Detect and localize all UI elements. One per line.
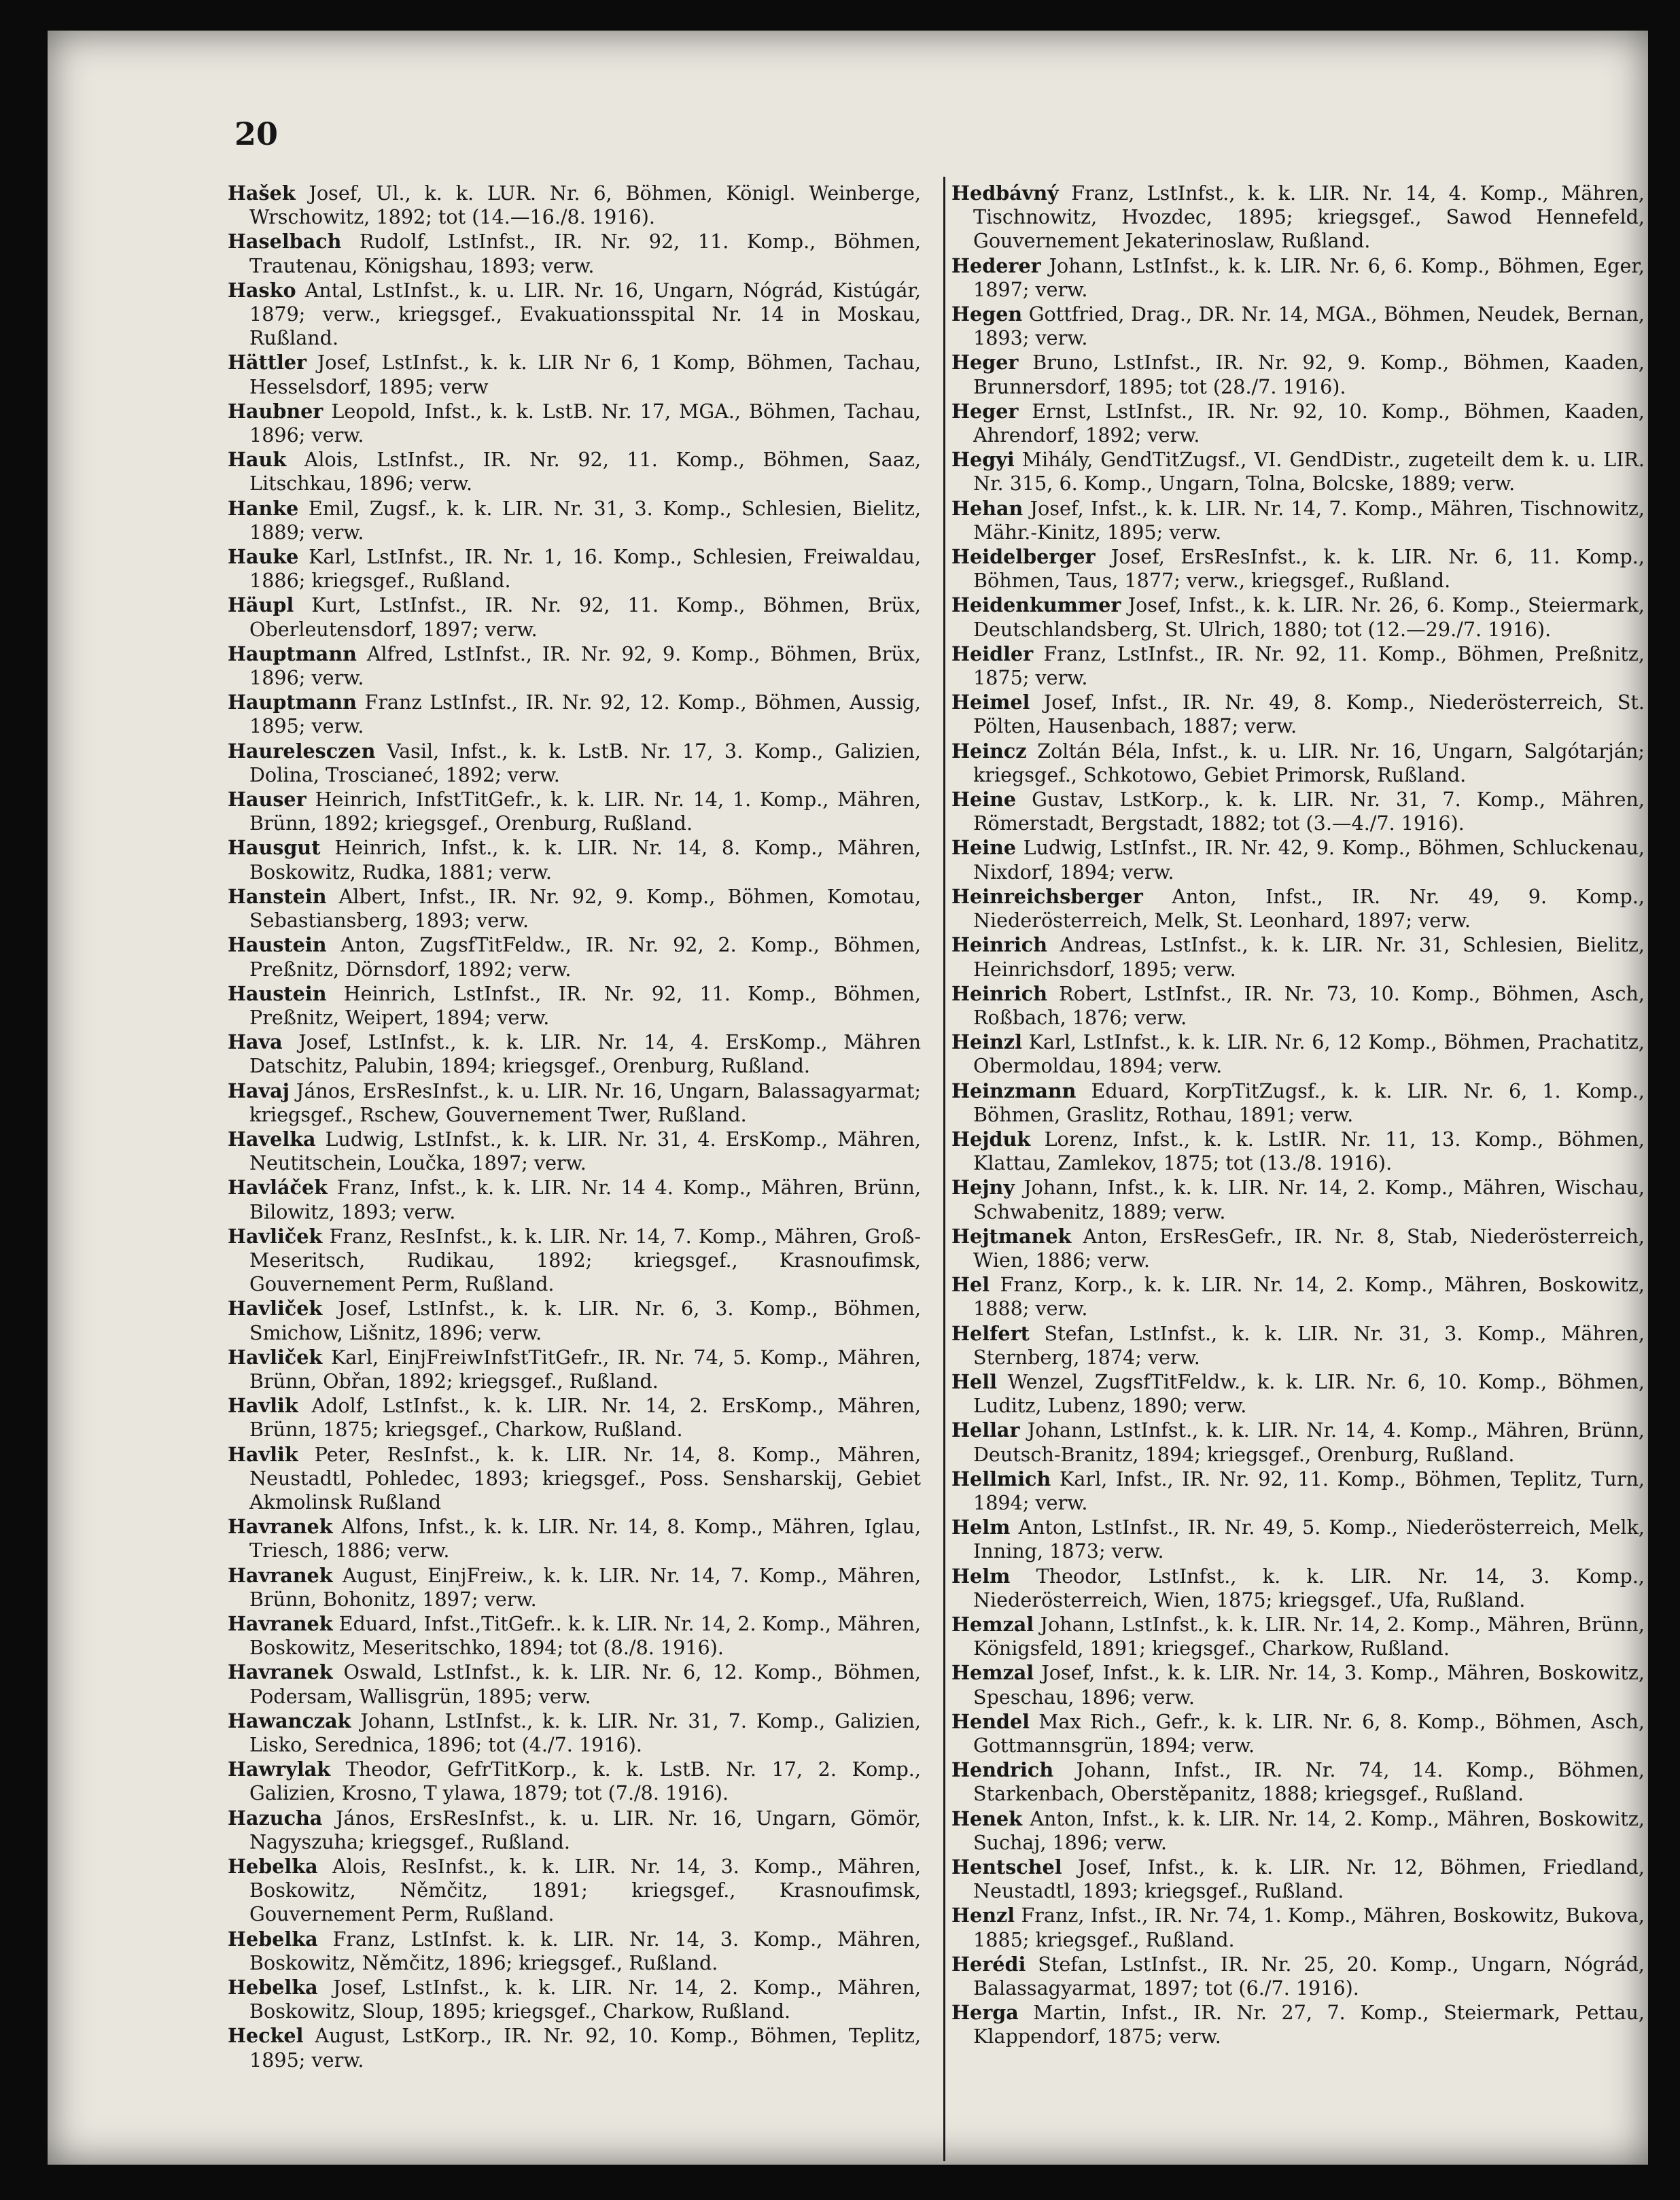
register-entry <box>951 593 1645 641</box>
register-entry <box>951 788 1645 835</box>
entry-details: Anton, ErsResGefr., IR. Nr. 8, Stab, Niederösterreich, Wien, 1886; verw. <box>973 1224 1645 1272</box>
entry-surname: Heckel <box>228 2024 304 2048</box>
entry-details: Josef, LstInfst., k. k. LIR. Nr. 14, 2. Komp., Mähren, Boskowitz, Sloup, 1895; kriegsgef., Charkow, Rußland. <box>249 1976 921 2023</box>
entry-surname: Havlik <box>228 1394 298 1418</box>
entry-details: Franz, LstInfst., k. k. LIR. Nr. 14, 4. Komp., Mähren, Tischnowitz, Hvozdec, 1895; kriegsgef., Sawod Hennefeld, Gouvernement Jekaterinoslaw, Rußland. <box>973 181 1645 253</box>
entry-details: Josef, LstInfst., k. k. LIR Nr 6, 1 Komp, Böhmen, Tachau, Hesselsdorf, 1895; verw <box>249 351 921 398</box>
entry-surname: Hegen <box>951 302 1023 326</box>
entry-surname: Hauke <box>228 545 299 569</box>
register-entry <box>228 1806 921 1854</box>
entry-details: Bruno, LstInfst., IR. Nr. 92, 9. Komp., Böhmen, Kaaden, Brunnersdorf, 1895; tot (28./7. 1916). <box>973 351 1645 398</box>
register-entry <box>951 1322 1645 1369</box>
register-entry <box>228 885 921 932</box>
entry-surname: Hellmich <box>951 1467 1051 1490</box>
entry-surname: Havranek <box>228 1563 333 1587</box>
entry-details: Franz LstInfst., IR. Nr. 92, 12. Komp., Böhmen, Aussig, 1895; verw. <box>249 691 922 738</box>
entry-surname: Hellar <box>951 1418 1020 1442</box>
register-entry <box>228 933 921 981</box>
register-entry <box>228 788 921 835</box>
entry-surname: Haubner <box>228 399 323 423</box>
entry-details: Anton, Infst., IR. Nr. 49, 9. Komp., Niederösterreich, Melk, St. Leonhard, 1897; verw. <box>973 884 1645 932</box>
entry-surname: Heine <box>951 788 1017 811</box>
entry-surname: Haustein <box>228 981 327 1005</box>
entry-surname: Havliček <box>228 1224 323 1248</box>
register-entry <box>951 351 1645 398</box>
entry-surname: Havranek <box>228 1660 333 1684</box>
entry-details: Johann, Infst., IR. Nr. 74, 14. Komp., Böhmen, Starkenbach, Oberstěpanitz, 1888; kriegsgef., Rußland. <box>973 1758 1645 1806</box>
entry-surname: Hasko <box>228 278 296 302</box>
column-divider <box>943 177 945 2161</box>
entry-surname: Hanke <box>228 496 299 520</box>
entry-details: Vasil, Infst., k. k. LstB. Nr. 17, 3. Komp., Galizien, Dolina, Troscianeć, 1892; verw. <box>249 739 921 786</box>
entry-details: Max Rich., Gefr., k. k. LIR. Nr. 6, 8. Komp., Böhmen, Asch, Gottmannsgrün, 1894; verw. <box>973 1709 1645 1757</box>
register-entry <box>951 1807 1645 1855</box>
entry-details: Franz, Infst., IR. Nr. 74, 1. Komp., Mähren, Boskowitz, Bukova, 1885; kriegsgef., Rußland. <box>973 1904 1645 1951</box>
register-entry <box>228 739 921 787</box>
entry-details: Alfred, LstInfst., IR. Nr. 92, 9. Komp., Böhmen, Brüx, 1896; verw. <box>249 642 921 690</box>
entry-details: Heinrich, LstInfst., IR. Nr. 92, 11. Komp., Böhmen, Preßnitz, Weipert, 1894; verw. <box>249 981 922 1029</box>
entry-details: August, LstKorp., IR. Nr. 92, 10. Komp., Böhmen, Teplitz, 1895; verw. <box>249 2024 921 2072</box>
page-number: 20 <box>234 116 279 152</box>
entry-details: Josef, LstInfst., k. k. LIR. Nr. 14, 4. ErsKomp., Mähren Datschitz, Palubin, 1894; kriegsgef., Orenburg, Rußland. <box>249 1030 921 1078</box>
entry-surname: Hel <box>951 1273 990 1297</box>
entry-details: Zoltán Béla, Infst., k. u. LIR. Nr. 16, Ungarn, Salgótarján; kriegsgef., Schkotowo, Gebiet Primorsk, Rußland. <box>973 739 1645 786</box>
entry-surname: Havliček <box>228 1297 323 1321</box>
register-entry <box>951 982 1645 1030</box>
register-entry <box>951 1904 1645 1951</box>
entry-details: Josef, Infst., k. k. LIR. Nr. 14, 3. Komp., Mähren, Boskowitz, Speschau, 1896; verw. <box>973 1661 1645 1709</box>
register-entry <box>228 642 921 690</box>
entry-details: Josef, Infst., k. k. LIR. Nr. 14, 7. Komp., Mähren, Tischnowitz, Mähr.-Kinitz, 1895; verw. <box>973 496 1645 544</box>
entry-details: Ludwig, LstInfst., k. k. LIR. Nr. 31, 4. ErsKomp., Mähren, Neutitschein, Loučka, 1897; verw. <box>249 1127 921 1175</box>
entry-details: Franz, Korp., k. k. LIR. Nr. 14, 2. Komp., Mähren, Boskowitz, 1888; verw. <box>973 1273 1645 1321</box>
entry-surname: Heidelberger <box>951 545 1096 569</box>
entry-surname: Hauptmann <box>228 642 357 665</box>
register-entry <box>951 1758 1645 1806</box>
register-entry <box>228 181 921 229</box>
register-entry <box>951 448 1645 495</box>
entry-surname: Herga <box>951 2001 1019 2025</box>
register-entry <box>951 1079 1645 1127</box>
entry-surname: Heger <box>951 351 1019 374</box>
entry-details: Gottfried, Drag., DR. Nr. 14, MGA., Böhmen, Neudek, Bernan, 1893; verw. <box>973 302 1645 350</box>
entry-surname: Hederer <box>951 254 1041 277</box>
entry-details: Karl, EinjFreiwInfstTitGefr., IR. Nr. 74, 5. Komp., Mähren, Brünn, Obřan, 1892; kriegsgef., Rußland. <box>249 1345 922 1393</box>
entry-details: Johann, LstInfst., k. k. LIR. Nr. 14, 4. Komp., Mähren, Brünn, Deutsch-Branitz, 1894; kriegsgef., Orenburg, Rußland. <box>973 1418 1645 1466</box>
entry-details: Stefan, LstInfst., k. k. LIR. Nr. 31, 3. Komp., Mähren, Sternberg, 1874; verw. <box>973 1321 1645 1369</box>
register-entry <box>228 2024 921 2072</box>
entry-surname: Hemzal <box>951 1612 1034 1636</box>
entry-details: János, ErsResInfst., k. u. LIR. Nr. 16, Ungarn, Balassagyarmat; kriegsgef., Rschew, Gouvernement Twer, Rußland. <box>249 1079 921 1126</box>
register-entry <box>228 1079 921 1127</box>
entry-details: Alois, ResInfst., k. k. LIR. Nr. 14, 3. Komp., Mähren, Boskowitz, Němčitz, 1891; kriegsgef., Krasnoufimsk, Gouvernement Perm, Rußland. <box>249 1855 921 1926</box>
entry-details: Antal, LstInfst., k. u. LIR. Nr. 16, Ungarn, Nógrád, Kistúgár, 1879; verw., kriegsgef., Evakuationsspital Nr. 14 in Moskau, Rußland. <box>249 278 921 350</box>
entry-details: Eduard, KorpTitZugsf., k. k. LIR. Nr. 6, 1. Komp., Böhmen, Graslitz, Rothau, 1891; verw. <box>973 1079 1645 1126</box>
entry-surname: Hawanczak <box>228 1709 351 1732</box>
entry-details: Anton, Infst., k. k. LIR. Nr. 14, 2. Komp., Mähren, Boskowitz, Suchaj, 1896; verw. <box>973 1806 1645 1854</box>
entry-details: Anton, ZugsfTitFeldw., IR. Nr. 92, 2. Komp., Böhmen, Preßnitz, Dörnsdorf, 1892; verw. <box>249 933 922 981</box>
entry-details: Anton, LstInfst., IR. Nr. 49, 5. Komp., Niederösterreich, Melk, Inning, 1873; verw. <box>973 1516 1645 1563</box>
register-entry <box>951 1176 1645 1223</box>
entry-surname: Heidenkummer <box>951 593 1121 617</box>
entry-surname: Havranek <box>228 1515 333 1539</box>
register-entry <box>951 254 1645 302</box>
entry-surname: Hawrylak <box>228 1758 331 1781</box>
entry-details: Josef, ErsResInfst., k. k. LIR. Nr. 6, 11. Komp., Böhmen, Taus, 1877; verw., kriegsgef., Rußland. <box>973 545 1645 593</box>
entry-surname: Hentschel <box>951 1855 1062 1879</box>
entry-surname: Hell <box>951 1369 997 1393</box>
entry-details: Ernst, LstInfst., IR. Nr. 92, 10. Komp., Böhmen, Kaaden, Ahrendorf, 1892; verw. <box>973 399 1645 447</box>
entry-details: Wenzel, ZugsfTitFeldw., k. k. LIR. Nr. 6, 10. Komp., Böhmen, Luditz, Lubenz, 1890; verw. <box>973 1369 1645 1418</box>
register-entry <box>228 1030 921 1078</box>
entry-surname: Havaj <box>228 1079 290 1102</box>
entry-surname: Hanstein <box>228 884 327 908</box>
register-entry <box>951 933 1645 981</box>
entry-surname: Havliček <box>228 1345 323 1369</box>
entry-details: Theodor, LstInfst., k. k. LIR. Nr. 14, 3. Komp., Niederösterreich, Wien, 1875; kriegsgef., Ufa, Rußland. <box>973 1564 1645 1611</box>
entry-details: János, ErsResInfst., k. u. LIR. Nr. 16, Ungarn, Gömör, Nagyszuha; kriegsgef., Rußland. <box>249 1806 921 1853</box>
register-entry <box>228 448 921 495</box>
entry-surname: Heincz <box>951 739 1027 763</box>
entry-surname: Hejny <box>951 1176 1015 1200</box>
entry-details: Alois, LstInfst., IR. Nr. 92, 11. Komp., Böhmen, Saaz, Litschkau, 1896; verw. <box>249 448 922 495</box>
register-entry <box>951 181 1645 254</box>
register-entry <box>228 230 921 277</box>
entry-details: Leopold, Infst., k. k. LstB. Nr. 17, MGA., Böhmen, Tachau, 1896; verw. <box>249 399 922 447</box>
register-entry <box>951 302 1645 350</box>
register-entry <box>228 279 921 351</box>
register-entry <box>228 1346 921 1393</box>
entry-surname: Haselbach <box>228 230 342 254</box>
entry-details: Josef, Infst., k. k. LIR. Nr. 26, 6. Komp., Steiermark, Deutschlandsberg, St. Ulrich, 1880; tot (12.—29./7. 1916). <box>973 593 1645 641</box>
entry-surname: Hauser <box>228 788 307 811</box>
register-entry <box>951 545 1645 593</box>
entry-details: Johann, LstInfst., k. k. LIR. Nr. 6, 6. Komp., Böhmen, Eger, 1897; verw. <box>973 254 1645 301</box>
register-entry <box>228 1612 921 1660</box>
register-entry <box>228 351 921 398</box>
register-entry <box>228 400 921 447</box>
register-entry <box>951 1565 1645 1612</box>
register-entry <box>951 1418 1645 1466</box>
register-entry <box>951 497 1645 544</box>
entry-surname: Henek <box>951 1806 1023 1830</box>
entry-details: Johann, LstInfst., k. k. LIR. Nr. 31, 7. Komp., Galizien, Lisko, Serednica, 1896; tot (4./7. 1916). <box>249 1709 921 1756</box>
entry-surname: Helfert <box>951 1321 1030 1345</box>
register-entry <box>228 1225 921 1297</box>
entry-details: Mihály, GendTitZugsf., VI. GendDistr., zugeteilt dem k. u. LIR. Nr. 315, 6. Komp., Ungarn, Tolna, Bolcske, 1889; verw. <box>973 448 1645 495</box>
register-entry <box>228 1297 921 1344</box>
entry-details: Josef, Ul., k. k. LUR. Nr. 6, Böhmen, Königl. Weinberge, Wrschowitz, 1892; tot (14.—16./8. 1916). <box>249 181 921 229</box>
right-column <box>951 181 1645 2050</box>
register-entry <box>951 1030 1645 1078</box>
entry-surname: Hättler <box>228 351 307 374</box>
register-entry <box>228 497 921 544</box>
entry-details: Stefan, LstInfst., IR. Nr. 25, 20. Komp., Ungarn, Nógrád, Balassagyarmat, 1897; tot (6./7. 1916). <box>973 1952 1645 2000</box>
entry-details: Lorenz, Infst., k. k. LstIR. Nr. 11, 13. Komp., Böhmen, Klattau, Zamlekov, 1875; tot (13./8. 1916). <box>973 1127 1645 1175</box>
register-entry <box>228 545 921 593</box>
entry-surname: Hebelka <box>228 1976 318 2000</box>
register-entry <box>951 1467 1645 1515</box>
register-entry <box>228 1515 921 1562</box>
left-column <box>228 181 921 2073</box>
register-entry <box>228 1394 921 1442</box>
register-entry <box>228 1128 921 1175</box>
entry-details: Robert, LstInfst., IR. Nr. 73, 10. Komp., Böhmen, Asch, Roßbach, 1876; verw. <box>973 981 1645 1029</box>
entry-details: Heinrich, InfstTitGefr., k. k. LIR. Nr. 14, 1. Komp., Mähren, Brünn, 1892; kriegsgef., Orenburg, Rußland. <box>249 788 922 835</box>
entry-details: Johann, LstInfst., k. k. LIR. Nr. 14, 2. Komp., Mähren, Brünn, Königsfeld, 1891; kriegsgef., Charkow, Rußland. <box>973 1612 1645 1660</box>
entry-surname: Heinreichsberger <box>951 884 1143 908</box>
register-entry <box>951 1128 1645 1175</box>
entry-details: Adolf, LstInfst., k. k. LIR. Nr. 14, 2. ErsKomp., Mähren, Brünn, 1875; kriegsgef., Charkow, Rußland. <box>249 1394 921 1442</box>
register-entry <box>228 982 921 1030</box>
entry-surname: Hazucha <box>228 1806 323 1830</box>
register-entry <box>951 739 1645 787</box>
entry-details: Ludwig, LstInfst., IR. Nr. 42, 9. Komp., Böhmen, Schluckenau, Nixdorf, 1894; verw. <box>973 836 1645 884</box>
register-entry <box>951 1855 1645 1903</box>
register-entry <box>228 1443 921 1515</box>
register-entry <box>951 1661 1645 1709</box>
entry-details: Josef, LstInfst., k. k. LIR. Nr. 6, 3. Komp., Böhmen, Smichow, Lišnitz, 1896; verw. <box>249 1297 921 1344</box>
register-entry <box>951 1710 1645 1758</box>
entry-details: Peter, ResInfst., k. k. LIR. Nr. 14, 8. Komp., Mähren, Neustadtl, Pohledec, 1893; kriegsgef., Poss. Sensharskij, Gebiet Akmolinsk Rußland <box>249 1442 921 1514</box>
register-entry <box>228 1758 921 1805</box>
entry-surname: Hendrich <box>951 1758 1054 1782</box>
entry-details: Karl, LstInfst., k. k. LIR. Nr. 6, 12 Komp., Böhmen, Prachatitz, Obermoldau, 1894; verw. <box>973 1030 1645 1078</box>
register-entry <box>228 1976 921 2023</box>
entry-details: Franz, Infst., k. k. LIR. Nr. 14 4. Komp., Mähren, Brünn, Bilowitz, 1893; verw. <box>249 1176 921 1223</box>
entry-surname: Helm <box>951 1516 1011 1539</box>
entry-details: Franz, LstInfst., IR. Nr. 92, 11. Komp., Böhmen, Preßnitz, 1875; verw. <box>973 642 1645 690</box>
entry-details: Heinrich, Infst., k. k. LIR. Nr. 14, 8. Komp., Mähren, Boskowitz, Rudka, 1881; verw. <box>249 836 922 884</box>
entry-details: Karl, LstInfst., IR. Nr. 1, 16. Komp., Schlesien, Freiwaldau, 1886; kriegsgef., Rußland. <box>249 545 921 593</box>
register-entry <box>228 1564 921 1611</box>
entry-surname: Hehan <box>951 496 1023 520</box>
register-entry <box>228 691 921 738</box>
entry-surname: Herédi <box>951 1952 1026 1976</box>
register-entry <box>951 2001 1645 2048</box>
register-entry <box>951 1953 1645 2000</box>
entry-surname: Heinrich <box>951 933 1047 957</box>
document-page <box>48 31 1648 2165</box>
entry-surname: Heimel <box>951 691 1030 714</box>
entry-details: Theodor, GefrTitKorp., k. k. LstB. Nr. 17, 2. Komp., Galizien, Krosno, T ylawa, 1879; tot (7./8. 1916). <box>249 1758 921 1805</box>
entry-details: Kurt, LstInfst., IR. Nr. 92, 11. Komp., Böhmen, Brüx, Oberleutensdorf, 1897; verw. <box>249 593 922 641</box>
entry-surname: Heinzl <box>951 1030 1022 1054</box>
entry-surname: Havranek <box>228 1611 333 1635</box>
entry-surname: Hausgut <box>228 836 321 860</box>
entry-details: Josef, Infst., k. k. LIR. Nr. 12, Böhmen, Friedland, Neustadtl, 1893; kriegsgef., Rußland. <box>973 1855 1645 1903</box>
register-entry <box>951 1516 1645 1563</box>
entry-surname: Havelka <box>228 1127 316 1151</box>
entry-surname: Hemzal <box>951 1661 1034 1685</box>
entry-details: Alfons, Infst., k. k. LIR. Nr. 14, 8. Komp., Mähren, Iglau, Triesch, 1886; verw. <box>249 1515 921 1562</box>
entry-details: Oswald, LstInfst., k. k. LIR. Nr. 6, 12. Komp., Böhmen, Podersam, Wallisgrün, 1895; verw. <box>249 1660 922 1708</box>
register-entry <box>951 642 1645 690</box>
entry-details: Franz, ResInfst., k. k. LIR. Nr. 14, 7. Komp., Mähren, Groß-Meseritsch, Rudikau, 1892; kriegsgef., Krasnoufimsk, Gouvernement Perm, Rußland. <box>249 1224 921 1296</box>
entry-details: Albert, Infst., IR. Nr. 92, 9. Komp., Böhmen, Komotau, Sebastiansberg, 1893; verw. <box>249 884 921 932</box>
entry-surname: Häupl <box>228 593 294 617</box>
entry-surname: Hauptmann <box>228 691 357 714</box>
entry-surname: Hegyi <box>951 448 1015 472</box>
entry-surname: Heine <box>951 836 1017 860</box>
entry-surname: Hedbávný <box>951 181 1059 205</box>
register-entry <box>228 1855 921 1927</box>
entry-details: August, EinjFreiw., k. k. LIR. Nr. 14, 7. Komp., Mähren, Brünn, Bohonitz, 1897; verw. <box>249 1563 921 1611</box>
entry-details: Eduard, Infst.,TitGefr.. k. k. LIR. Nr. 14, 2. Komp., Mähren, Boskowitz, Meseritschko, 1894; tot (8./8. 1916). <box>249 1611 922 1660</box>
register-entry <box>228 1660 921 1708</box>
entry-surname: Hauk <box>228 448 287 472</box>
entry-surname: Heinrich <box>951 981 1047 1005</box>
entry-surname: Henzl <box>951 1904 1015 1927</box>
register-entry <box>951 691 1645 738</box>
register-entry <box>228 836 921 884</box>
entry-surname: Hava <box>228 1030 283 1054</box>
entry-surname: Helm <box>951 1564 1011 1588</box>
entry-surname: Heinzmann <box>951 1079 1077 1102</box>
entry-details: Josef, Infst., IR. Nr. 49, 8. Komp., Niederösterreich, St. Pölten, Hausenbach, 1887; verw. <box>973 691 1645 738</box>
entry-surname: Heger <box>951 399 1019 423</box>
entry-details: Karl, Infst., IR. Nr. 92, 11. Komp., Böhmen, Teplitz, Turn, 1894; verw. <box>973 1467 1645 1514</box>
entry-details: Emil, Zugsf., k. k. LIR. Nr. 31, 3. Komp., Schlesien, Bielitz, 1889; verw. <box>249 496 921 544</box>
register-entry <box>951 836 1645 884</box>
entry-details: Martin, Infst., IR. Nr. 27, 7. Komp., Steiermark, Pettau, Klappendorf, 1875; verw. <box>973 2001 1645 2048</box>
register-entry <box>228 1927 921 1975</box>
entry-details: Johann, Infst., k. k. LIR. Nr. 14, 2. Komp., Mähren, Wischau, Schwabenitz, 1889; verw. <box>973 1176 1645 1223</box>
entry-surname: Hejduk <box>951 1127 1031 1151</box>
entry-surname: Hebelka <box>228 1855 318 1879</box>
entry-details: Andreas, LstInfst., k. k. LIR. Nr. 31, Schlesien, Bielitz, Heinrichsdorf, 1895; verw. <box>973 933 1645 981</box>
entry-surname: Hebelka <box>228 1927 318 1951</box>
register-entry <box>951 400 1645 447</box>
register-entry <box>228 593 921 641</box>
register-entry <box>951 1613 1645 1660</box>
register-entry <box>951 1370 1645 1418</box>
entry-details: Gustav, LstKorp., k. k. LIR. Nr. 31, 7. Komp., Mähren, Römerstadt, Bergstadt, 1882; tot (3.—4./7. 1916). <box>973 788 1645 835</box>
entry-details: Rudolf, LstInfst., IR. Nr. 92, 11. Komp., Böhmen, Trautenau, Königshau, 1893; verw. <box>249 230 921 277</box>
register-entry <box>951 885 1645 932</box>
entry-surname: Havláček <box>228 1176 328 1200</box>
entry-surname: Hejtmanek <box>951 1224 1072 1248</box>
entry-surname: Heidler <box>951 642 1034 665</box>
entry-surname: Haurelesczen <box>228 739 376 763</box>
entry-surname: Haustein <box>228 933 327 957</box>
register-entry <box>228 1709 921 1757</box>
register-entry <box>228 1176 921 1223</box>
entry-surname: Hašek <box>228 181 296 205</box>
entry-details: Franz, LstInfst. k. k. LIR. Nr. 14, 3. Komp., Mähren, Boskowitz, Němčitz, 1896; kriegsgef., Rußland. <box>249 1927 921 1974</box>
entry-surname: Havlik <box>228 1442 298 1466</box>
register-entry <box>951 1225 1645 1272</box>
entry-surname: Hendel <box>951 1709 1030 1733</box>
register-entry <box>951 1273 1645 1321</box>
